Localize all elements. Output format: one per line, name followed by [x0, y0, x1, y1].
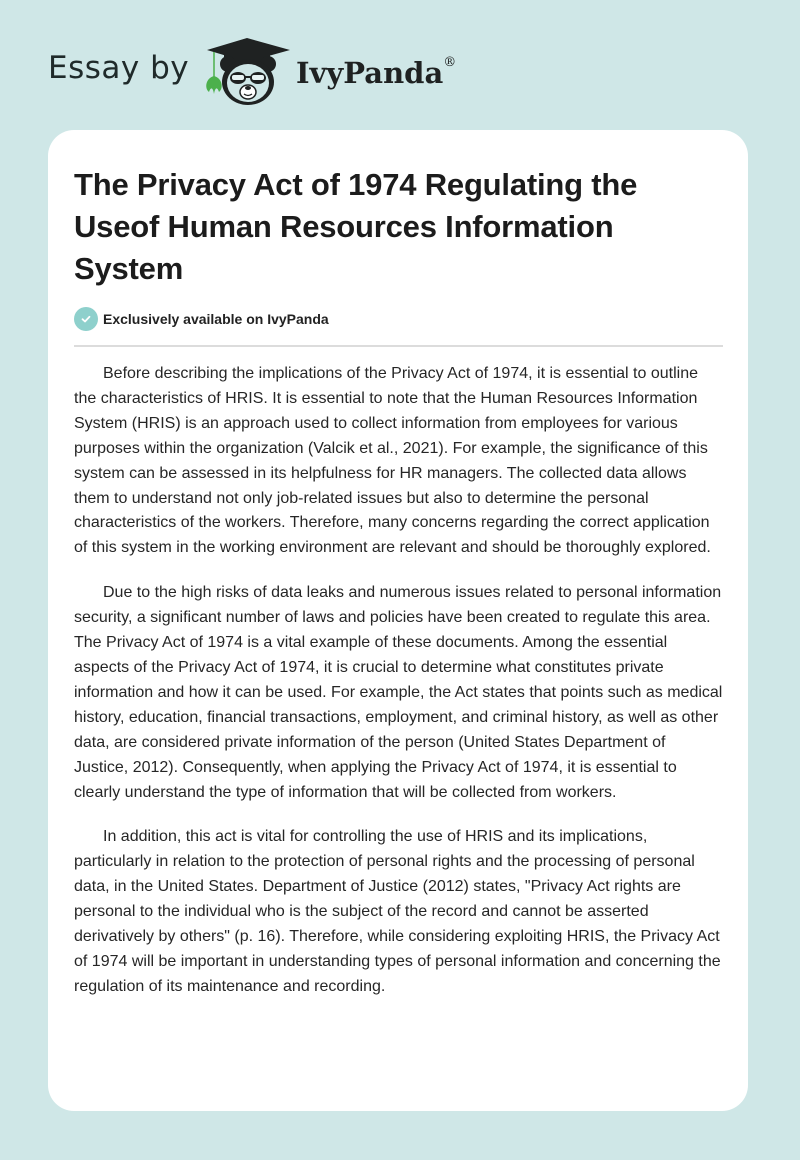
- divider: [74, 345, 723, 347]
- exclusive-badge: [74, 307, 329, 331]
- registered-mark: ®: [443, 55, 457, 71]
- brand-name[interactable]: [296, 56, 456, 90]
- paragraph: Before describing the implications of the Privacy Act of 1974, it is essential to outline the characteristics of HRIS. It is essential to note that the Human Resources Information System (HRIS) is an approach used to collect information from employees for various purposes within the organization (Valcik et al., 2021). For example, the significance of this system can be assessed in its helpfulness for HR managers. The collected data allows them to understand not only job-related issues but also to determine the personal characteristics of the workers. Therefore, many concerns regarding the correct application of this system in the working environment are relevant and should be thoroughly explored.: [74, 365, 711, 557]
- essay-body: [74, 362, 724, 1020]
- site-header: [0, 0, 800, 130]
- paragraph: Due to the high risks of data leaks and numerous issues related to personal information security, a significant number of laws and policies have been created to regulate this area. The Privacy Act of 1974 is a vital example of these documents. Among the essential aspects of the Privacy Act of 1974, it is crucial to determine what constitutes private information and how it can be used. For example, the Act states that points such as medical history, education, financial transactions, employment, and criminal history, as well as other data, are considered private information of the person (United States Department of Justice, 2012). Consequently, when applying the Privacy Act of 1974, it is essential to clearly understand the type of information that will be collected from workers.: [74, 584, 723, 801]
- brand-text: IvyPanda: [296, 56, 444, 90]
- page-title: The Privacy Act of 1974 Regulating the Useof Human Resources Information System: [74, 167, 638, 286]
- badge-text: Exclusively available on IvyPanda: [103, 311, 329, 327]
- paragraph: In addition, this act is vital for controlling the use of HRIS and its implications, particularly in relation to the protection of personal rights and the processing of personal data, in the United States. Department of Justice (2012) states, "Privacy Act rights are personal to the individual who is the subject of the record and cannot be asserted derivatively by others" (p. 16). Therefore, while considering exploiting HRIS, the Privacy Act of 1974 will be important in understanding types of personal information and concerning the regulation of its maintenance and recording.: [74, 828, 721, 995]
- essay-by-label: Essay by: [48, 50, 190, 86]
- essay-card: [48, 130, 748, 1111]
- panda-graduation-cap-icon: [202, 36, 292, 108]
- check-circle-icon: [74, 307, 98, 331]
